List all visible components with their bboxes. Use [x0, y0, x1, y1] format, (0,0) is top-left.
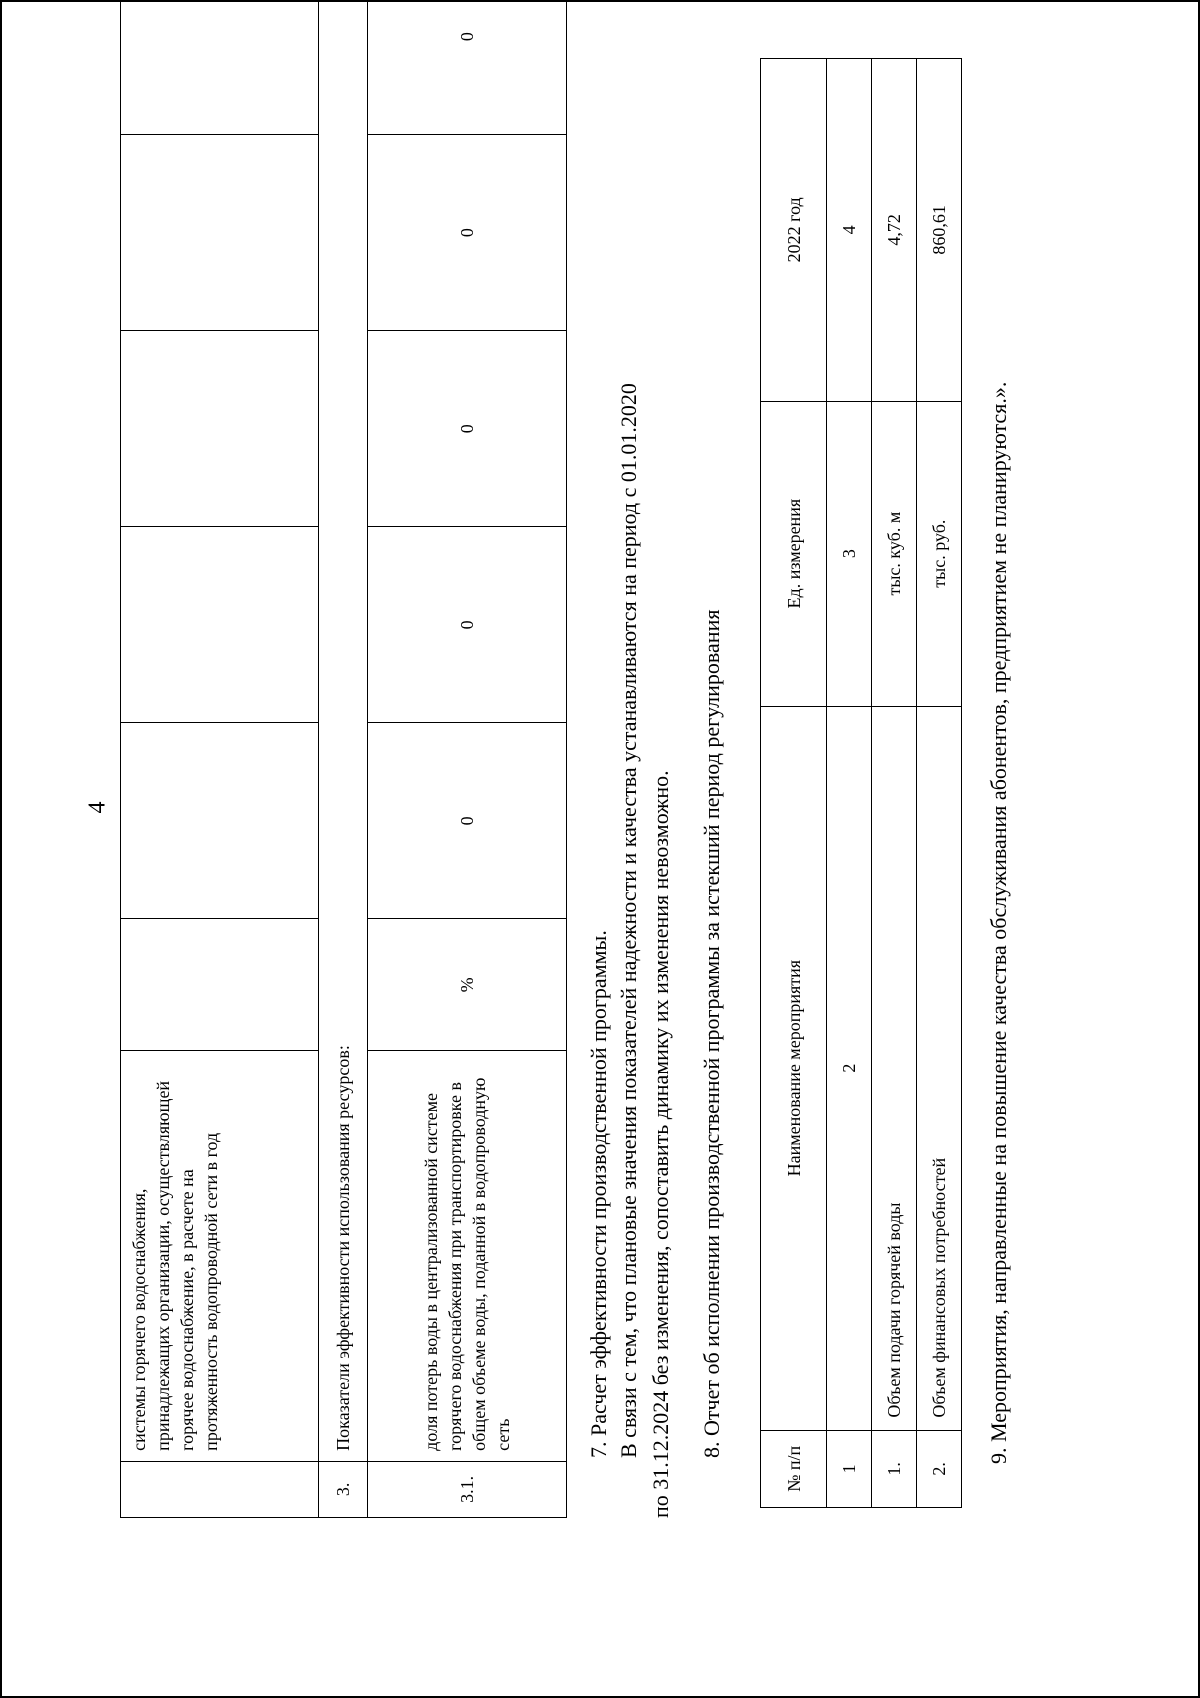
indicators-table [120, 0, 567, 1518]
table-row [917, 59, 962, 1508]
section7-heading: 7. Расчет эффективности производственной программы. [586, 930, 611, 1458]
unit-cell: % [368, 919, 567, 1051]
page-number: 4 [84, 801, 111, 814]
indicator-name: системы горячего водоснабжения, принадлежащих организации, осуществляющей горячее водоснабжение, в расчете на протяженность водопроводной сети в год [121, 1051, 319, 1462]
column-header: Ед. измерения [761, 401, 827, 706]
column-number: 1 [827, 1430, 872, 1507]
unit-cell: тыс. руб. [917, 401, 962, 706]
table-cell [121, 723, 319, 919]
value-cell: 0 [368, 0, 567, 135]
table-row [121, 0, 319, 1518]
section7-text-line2: по 31.12.2024 без изменения, сопоставить динамику их изменения невозможно. [648, 770, 673, 1518]
unit-cell: тыс. куб. м [872, 401, 917, 706]
table-cell [121, 0, 319, 135]
table-cell [121, 135, 319, 331]
column-header: Наименование мероприятия [761, 706, 827, 1430]
section9-text: 9. Мероприятия, направленные на повышение качества обслуживания абонентов, предприятием не планируются.». [986, 381, 1011, 1464]
column-number: 4 [827, 59, 872, 402]
measure-name: Объем подачи горячей воды [872, 706, 917, 1430]
measure-name: Объем финансовых потребностей [917, 706, 962, 1430]
table-header-row [761, 59, 827, 1508]
table-cell [121, 919, 319, 1051]
section8-heading: 8. Отчет об исполнении производственной программы за истекший период регулирования [699, 609, 724, 1458]
value-cell: 0 [368, 527, 567, 723]
column-number-row [827, 59, 872, 1508]
table-cell [121, 527, 319, 723]
table-cell [121, 331, 319, 527]
indicator-name: доля потерь воды в централизованной системе горячего водоснабжения при транспортировке в общем объеме воды, поданной в водопроводную сеть [368, 1051, 567, 1462]
report-table [760, 58, 962, 1508]
column-number: 2 [827, 706, 872, 1430]
row-number: 3.1. [368, 1461, 567, 1517]
column-number: 3 [827, 401, 872, 706]
section7-text-line1: В связи с тем, что плановые значения показателей надежности и качества устанавливаются на период с 01.01.2020 [616, 383, 641, 1458]
value-cell: 0 [368, 135, 567, 331]
section-title: Показатели эффективности использования ресурсов: [319, 0, 368, 1461]
row-number: 2. [917, 1430, 962, 1507]
table-cell [121, 1461, 319, 1517]
value-cell: 0 [368, 331, 567, 527]
column-header: № п/п [761, 1430, 827, 1507]
table-row [368, 0, 567, 1518]
table-row [872, 59, 917, 1508]
table-row [319, 0, 368, 1518]
value-cell: 4,72 [872, 59, 917, 402]
value-cell: 0 [368, 723, 567, 919]
value-cell: 860,61 [917, 59, 962, 402]
row-number: 1. [872, 1430, 917, 1507]
section-number: 3. [319, 1461, 368, 1517]
column-header: 2022 год [761, 59, 827, 402]
